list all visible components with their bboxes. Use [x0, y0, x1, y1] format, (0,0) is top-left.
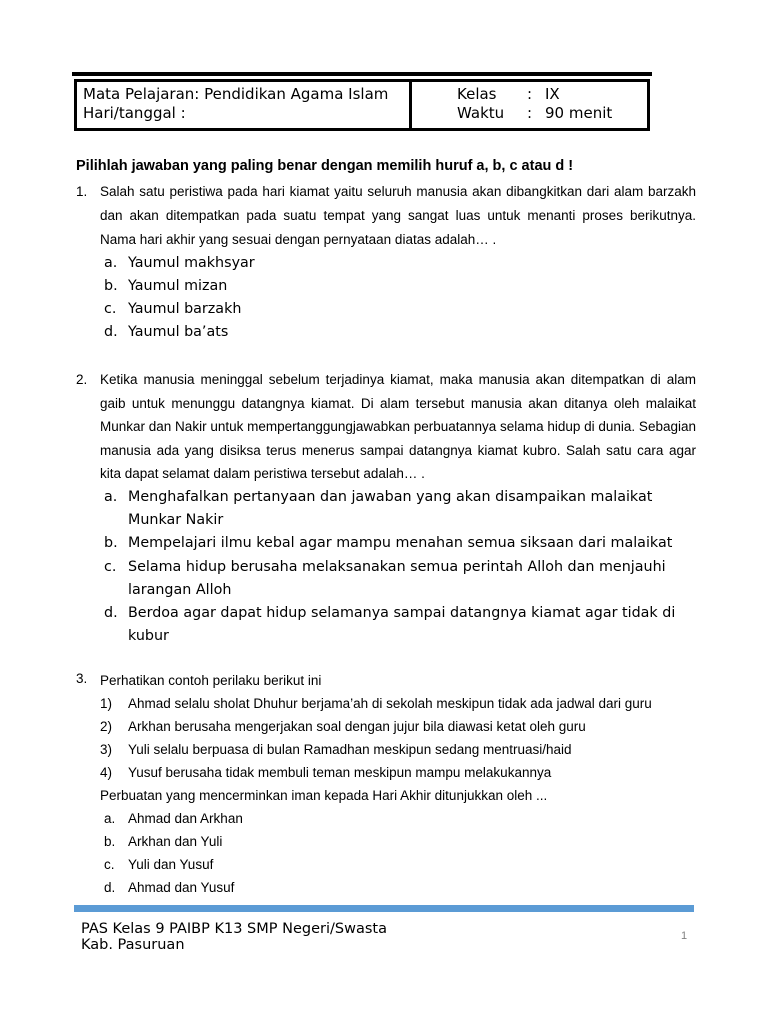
option-letter: a. — [104, 255, 118, 271]
header-divider — [409, 82, 412, 128]
option-letter: c. — [104, 857, 115, 872]
option-text: Yaumul barzakh — [128, 301, 242, 317]
statement-text: Yusuf berusaha tidak membuli teman meskipun mampu melakukannya — [128, 765, 552, 780]
instruction-text: Pilihlah jawaban yang paling benar dengan memilih huruf a, b, c atau d ! — [76, 158, 574, 174]
option-d[interactable] — [104, 602, 696, 648]
statement-item — [100, 738, 696, 761]
date-label: Hari/tanggal : — [83, 104, 186, 122]
option-letter: d. — [104, 604, 118, 621]
option-c[interactable] — [104, 556, 696, 602]
statement-number: 4) — [100, 765, 113, 780]
option-b[interactable] — [104, 275, 696, 298]
option-a[interactable] — [104, 252, 696, 275]
option-text: Selama hidup berusaha melaksanakan semua perintah Alloh dan menjauhi larangan Alloh — [128, 558, 666, 598]
option-c[interactable] — [104, 853, 696, 876]
option-text: Menghafalkan pertanyaan dan jawaban yang akan disampaikan malaikat Munkar Nakir — [128, 488, 653, 529]
option-letter: c. — [104, 301, 117, 317]
option-text: Yaumul mizan — [128, 278, 228, 294]
option-d[interactable] — [104, 321, 696, 344]
statement-text: Yuli selalu berpuasa di bulan Ramadhan meskipun sedang mentruasi/haid — [128, 742, 572, 757]
option-text: Yuli dan Yusuf — [128, 857, 214, 872]
time-value: 90 menit — [545, 104, 613, 122]
question-2 — [76, 368, 696, 648]
statement-number: 3) — [100, 742, 113, 757]
option-text: Berdoa agar dapat hidup selamanya sampai datangnya kiamat agar tidak di kubur — [128, 604, 676, 645]
footer-line-2: Kab. Pasuruan — [81, 937, 185, 953]
option-letter: a. — [104, 488, 118, 505]
footer-text — [81, 921, 387, 953]
option-b[interactable] — [104, 532, 696, 555]
class-value: IX — [545, 85, 560, 103]
class-row — [457, 85, 612, 104]
question-3 — [76, 669, 696, 899]
statement-number: 2) — [100, 719, 113, 734]
option-text: Arkhan dan Yuli — [128, 834, 223, 849]
option-letter: c. — [104, 558, 117, 575]
question-text: Ketika manusia meninggal sebelum terjadinya kiamat, maka manusia akan ditempatkan di alam gaib untuk menunggu datangnya kiamat. Di alam tersebut manusia akan ditanya oleh malaikat Munkar dan Nakir untuk mempertanggungjawabkan perbuatannya selama hidup di dunia. Sebagian manusia ada yang disiksa terus menerus sampai datangnya kiamat kubro. Salah satu cara agar kita dapat selamat dalam peristiwa tersebut adalah… . — [100, 372, 696, 482]
class-colon: : — [527, 85, 533, 103]
question-number: 1. — [76, 184, 88, 199]
statement-item — [100, 761, 696, 784]
option-list — [76, 807, 696, 899]
option-letter: b. — [104, 278, 118, 294]
exam-header-box — [74, 79, 650, 131]
option-d[interactable] — [104, 876, 696, 899]
question-number: 3. — [76, 671, 88, 686]
footer-bar — [74, 905, 694, 912]
option-c[interactable] — [104, 298, 696, 321]
page-number: 1 — [681, 930, 688, 942]
option-b[interactable] — [104, 830, 696, 853]
header-right — [457, 85, 612, 123]
time-row — [457, 104, 612, 123]
option-text: Yaumul makhsyar — [128, 255, 255, 271]
class-key: Kelas — [457, 85, 497, 103]
option-text: Yaumul ba’ats — [128, 324, 229, 340]
header-left — [83, 85, 388, 123]
question-text: Salah satu peristiwa pada hari kiamat yaitu seluruh manusia akan dibangkitkan dari alam barzakh dan akan ditempatkan pada suatu tempat yang sangat luas untuk menanti proses berikutnya. Nama hari akhir yang sesuai dengan pernyataan diatas adalah… . — [100, 184, 696, 247]
option-letter: d. — [104, 324, 118, 340]
top-rule — [72, 72, 652, 76]
question-1 — [76, 180, 696, 344]
option-text: Ahmad dan Yusuf — [128, 880, 235, 895]
option-letter: b. — [104, 834, 116, 849]
time-key: Waktu — [457, 104, 505, 122]
statement-list — [76, 692, 696, 784]
footer-line-1: PAS Kelas 9 PAIBP K13 SMP Negeri/Swasta — [81, 921, 387, 937]
option-text: Ahmad dan Arkhan — [128, 811, 243, 826]
subject-label: Mata Pelajaran: Pendidikan Agama Islam — [83, 85, 389, 103]
option-text: Mempelajari ilmu kebal agar mampu menahan semua siksaan dari malaikat — [128, 535, 673, 552]
option-letter: a. — [104, 811, 116, 826]
question-text: Perhatikan contoh perilaku berikut ini — [100, 673, 322, 688]
option-list — [76, 252, 696, 344]
question-prompt: Perbuatan yang mencerminkan iman kepada Hari Akhir ditunjukkan oleh ... — [100, 788, 548, 803]
statement-text: Ahmad selalu sholat Dhuhur berjama’ah di sekolah meskipun tidak ada jadwal dari guru — [128, 696, 652, 711]
option-letter: d. — [104, 880, 116, 895]
option-list — [76, 486, 696, 648]
statement-item — [100, 692, 696, 715]
option-a[interactable] — [104, 486, 696, 532]
time-colon: : — [527, 104, 533, 122]
statement-number: 1) — [100, 696, 113, 711]
option-a[interactable] — [104, 807, 696, 830]
option-letter: b. — [104, 535, 118, 552]
question-number: 2. — [76, 372, 88, 387]
statement-text: Arkhan berusaha mengerjakan soal dengan jujur bila diawasi ketat oleh guru — [128, 719, 586, 734]
statement-item — [100, 715, 696, 738]
